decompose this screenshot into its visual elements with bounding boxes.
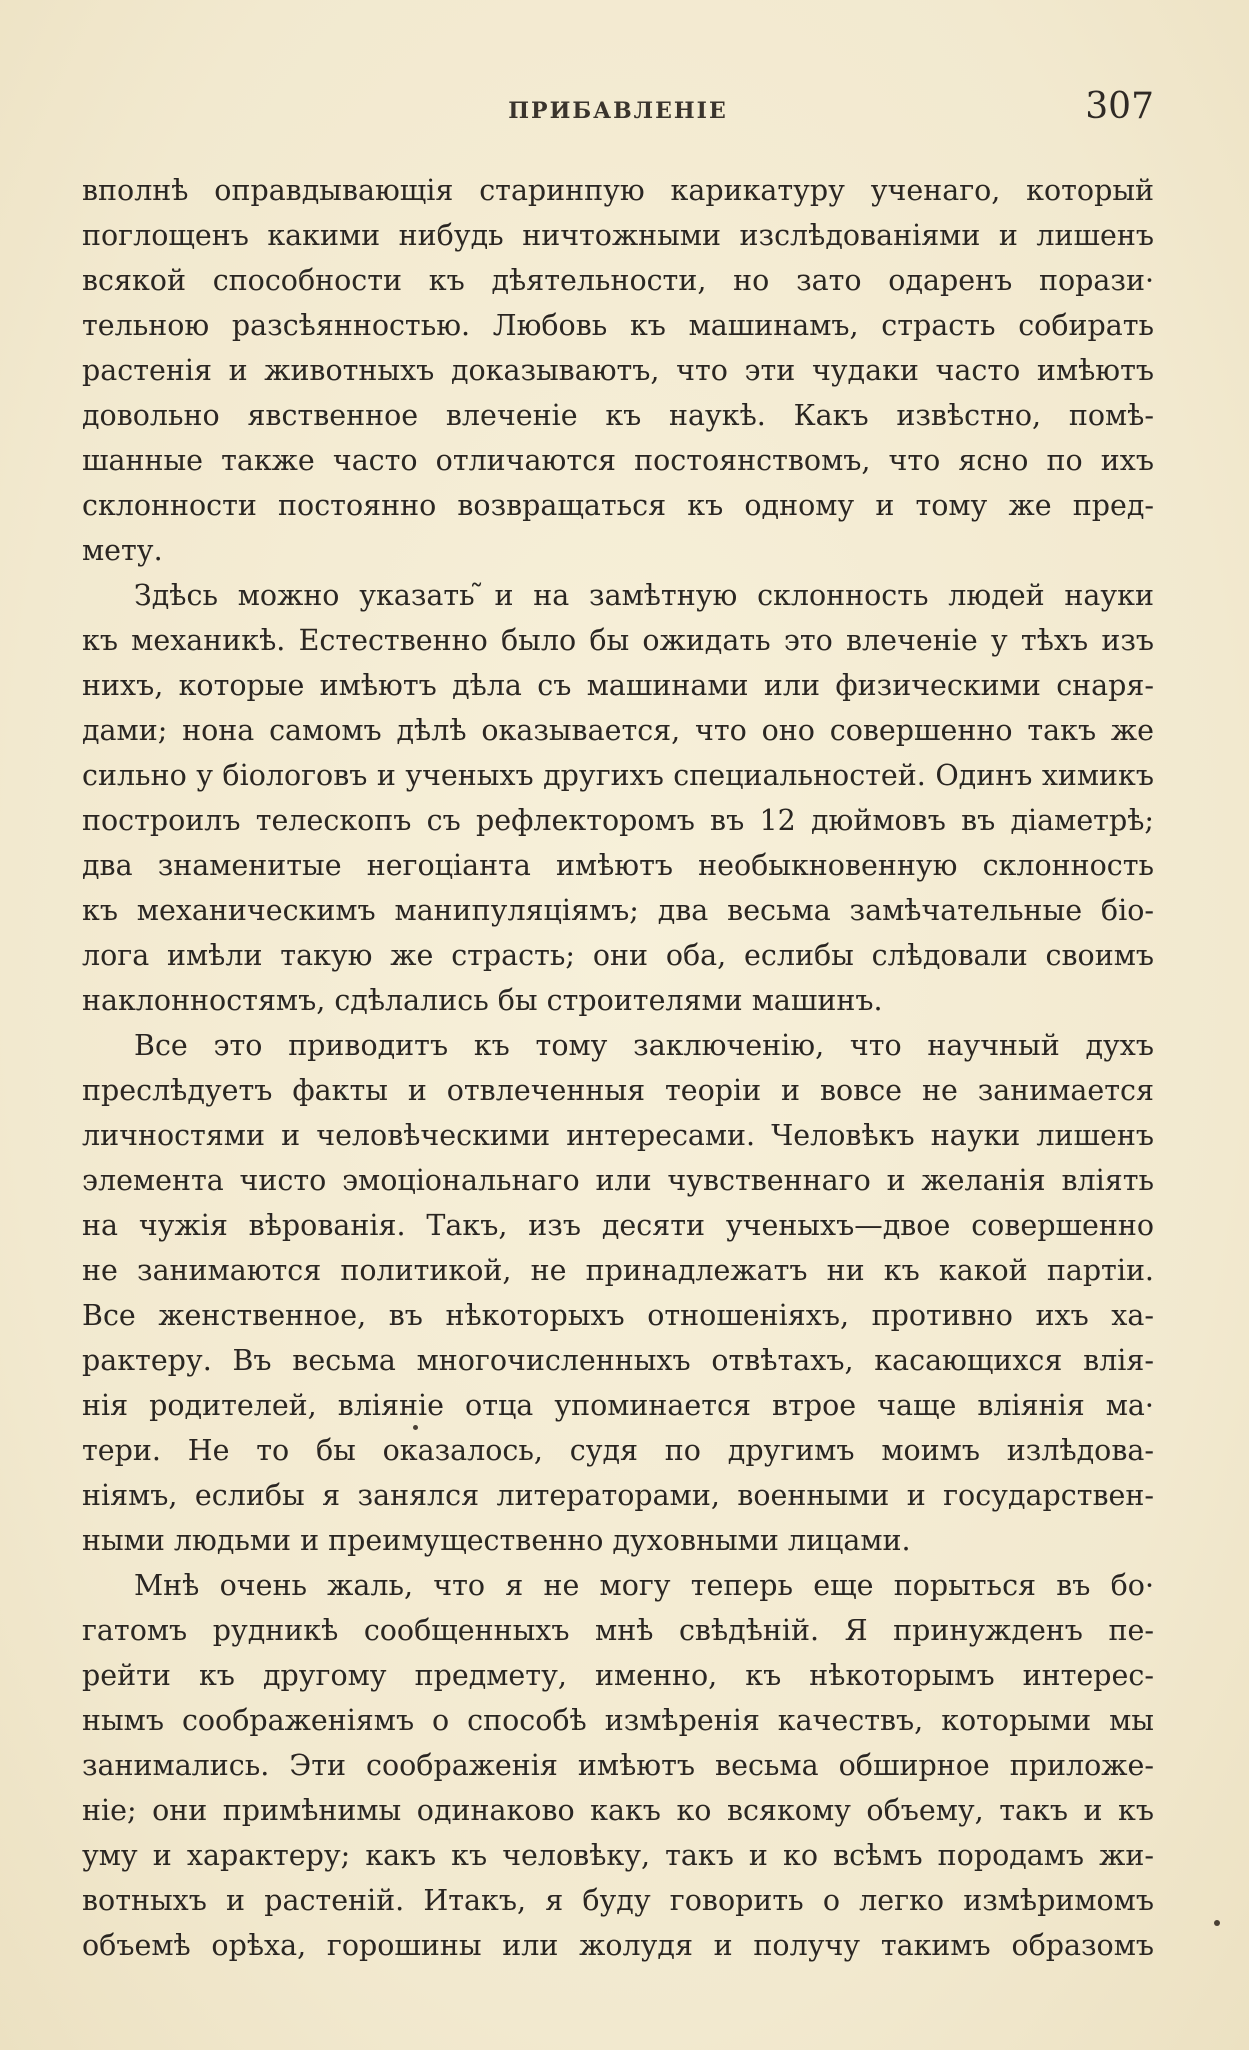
text-line: гатомъ рудникѣ сообщенныхъ мнѣ свѣдѣній. Я принужденъ пе- bbox=[82, 1614, 1154, 1647]
text-line: не занимаются политикой, не принадлежатъ ни къ какой партіи. bbox=[82, 1254, 1154, 1287]
text-line: поглощенъ какими нибудь ничтожными изслѣдованіями и лишенъ bbox=[82, 219, 1154, 252]
text-line: Мнѣ очень жаль, что я не могу теперь еще порыться въ бо· bbox=[134, 1569, 1154, 1602]
text-line: къ механическимъ манипуляціямъ; два весьма замѣчательные біо- bbox=[82, 894, 1154, 927]
text-line: два знаменитые негоціанта имѣютъ необыкновенную склонность bbox=[82, 849, 1154, 882]
text-line: объемѣ орѣха, горошины или жолудя и получу такимъ образомъ bbox=[82, 1929, 1154, 1962]
text-line: нихъ, которые имѣютъ дѣла съ машинами или физическими снаря- bbox=[82, 669, 1154, 702]
text-line: сильно у біологовъ и ученыхъ другихъ специальностей. Одинъ химикъ bbox=[82, 759, 1154, 792]
text-line: склонности постоянно возвращаться къ одному и тому же пред- bbox=[82, 489, 1154, 522]
text-line: Здѣсь можно указать ̃и на замѣтную склонность людей науки bbox=[134, 579, 1154, 612]
text-line: рейти къ другому предмету, именно, къ нѣкоторымъ интерес- bbox=[82, 1659, 1154, 1692]
text-line: нія родителей, вліяніе отца упоминается втрое чаще вліянія ма· bbox=[82, 1389, 1154, 1422]
text-line: ными людьми и преимущественно духовными лицами. bbox=[82, 1524, 911, 1557]
text-line: дами; нона самомъ дѣлѣ оказывается, что оно совершенно такъ же bbox=[82, 714, 1154, 747]
body-text bbox=[82, 168, 1154, 1968]
running-head: ПРИБАВЛЕНІЕ bbox=[508, 98, 728, 124]
paragraph-4 bbox=[82, 1563, 1154, 1968]
text-line: наклонностямъ, сдѣлались бы строителями машинъ. bbox=[82, 984, 883, 1017]
ink-speck bbox=[1214, 1920, 1220, 1926]
text-line: ніямъ, еслибы я занялся литераторами, военными и государствен- bbox=[82, 1479, 1154, 1512]
text-line: занимались. Эти соображенія имѣютъ весьма обширное приложе- bbox=[82, 1749, 1154, 1782]
page-number: 307 bbox=[1085, 86, 1154, 127]
text-line: тери. Не то бы оказалось, судя по другимъ моимъ излѣдова- bbox=[82, 1434, 1154, 1467]
text-line: преслѣдуетъ факты и отвлеченныя теоріи и вовсе не занимается bbox=[82, 1074, 1154, 1107]
text-line: мету. bbox=[82, 534, 163, 567]
ink-speck bbox=[413, 1425, 418, 1430]
page-header bbox=[82, 86, 1154, 136]
text-line: всякой способности къ дѣятельности, но зато одаренъ порази· bbox=[82, 264, 1154, 297]
text-line: довольно явственное влеченіе къ наукѣ. Какъ извѣстно, помѣ- bbox=[82, 399, 1154, 432]
text-line: личностями и человѣческими интересами. Человѣкъ науки лишенъ bbox=[82, 1119, 1154, 1152]
text-line: уму и характеру; какъ къ человѣку, такъ и ко всѣмъ породамъ жи- bbox=[82, 1839, 1154, 1872]
text-line: шанные также часто отличаются постоянствомъ, что ясно по ихъ bbox=[82, 444, 1154, 477]
paragraph-2 bbox=[82, 573, 1154, 1023]
text-line: на чужія вѣрованія. Такъ, изъ десяти ученыхъ—двое совершенно bbox=[82, 1209, 1154, 1242]
text-line: къ механикѣ. Естественно было бы ожидать это влеченіе у тѣхъ изъ bbox=[82, 624, 1154, 657]
text-line: вотныхъ и растеній. Итакъ, я буду говорить о легко измѣримомъ bbox=[82, 1884, 1154, 1917]
paragraph-1 bbox=[82, 168, 1154, 573]
text-line: нымъ соображеніямъ о способѣ измѣренія качествъ, которыми мы bbox=[82, 1704, 1154, 1737]
paragraph-3 bbox=[82, 1023, 1154, 1563]
text-line: лога имѣли такую же страсть; они оба, еслибы слѣдовали своимъ bbox=[82, 939, 1154, 972]
text-line: вполнѣ оправдывающія старинпую карикатуру ученаго, который bbox=[82, 174, 1154, 207]
text-line: тельною разсѣянностью. Любовь къ машинамъ, страсть собирать bbox=[82, 309, 1154, 342]
text-line: Все это приводитъ къ тому заключенію, что научный духъ bbox=[134, 1029, 1154, 1062]
text-line: рактеру. Въ весьма многочисленныхъ отвѣтахъ, касающихся влія- bbox=[82, 1344, 1154, 1377]
text-line: построилъ телескопъ съ рефлекторомъ въ 12 дюймовъ въ діаметрѣ; bbox=[82, 804, 1154, 837]
text-line: элемента чисто эмоціональнаго или чувственнаго и желанія влiять bbox=[82, 1164, 1154, 1197]
text-line: растенія и животныхъ доказываютъ, что эти чудаки часто имѣютъ bbox=[82, 354, 1154, 387]
text-line: ніе; они примѣнимы одинаково какъ ко всякому объему, такъ и къ bbox=[82, 1794, 1154, 1827]
text-line: Все женственное, въ нѣкоторыхъ отношеніяхъ, противно ихъ ха- bbox=[82, 1299, 1154, 1332]
